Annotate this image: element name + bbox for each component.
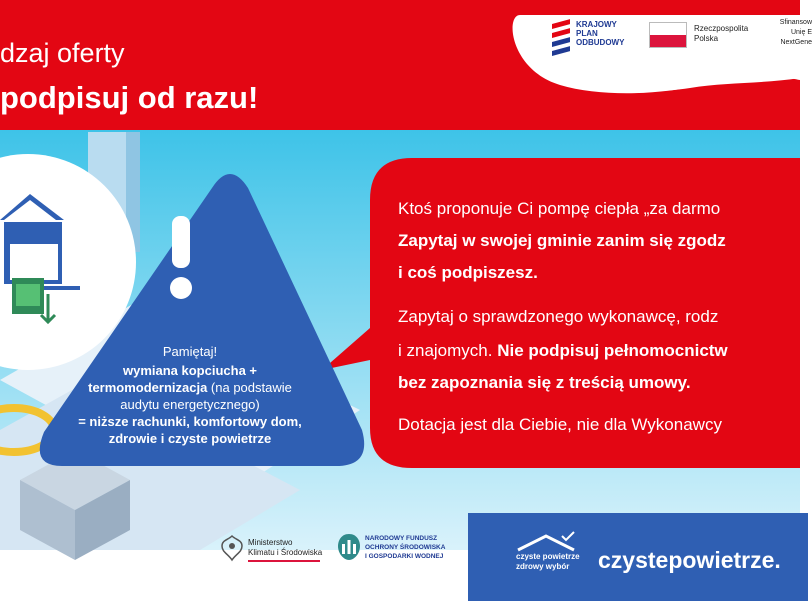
house-heating-icon <box>0 190 90 340</box>
warning-bold-line2: termomodernizacja <box>88 380 208 395</box>
headline-line1: dzaj oferty <box>0 38 125 68</box>
warning-text <box>30 362 350 447</box>
website-url[interactable]: czystepowietrze. <box>598 547 781 573</box>
warning-bold-line1: wymiana kopciucha + <box>122 363 258 378</box>
speech-line1: Ktoś proponuje Ci pompę ciepła „za darmo <box>398 199 721 218</box>
eu-funding-text: Sfinansow Unię E NextGene <box>779 19 812 46</box>
nfosigw-logo-text: NARODOWY FUNDUSZ OCHRONY ŚRODOWISKA I GOSPODARKI WODNEJ <box>365 535 446 560</box>
speech-line5-bold: Nie podpisuj pełnomocnictw <box>497 341 728 360</box>
speech-line6-bold: bez zapoznania się z treścią umowy. <box>398 373 691 392</box>
warning-line3: audytu energetycznego) <box>120 397 260 412</box>
speech-line5 <box>398 338 728 364</box>
speech-line5-normal: i znajomych. <box>398 341 498 360</box>
warning-bold-line4: = niższe rachunki, komfortowy dom, <box>78 414 302 429</box>
speech-line6 <box>398 370 691 396</box>
eagle-emblem-icon <box>220 534 244 562</box>
speech-line4: Zapytaj o sprawdzonego wykonawcę, rodz <box>398 307 719 326</box>
speech-line2 <box>398 228 726 254</box>
warning-line2-normal: (na podstawie <box>207 380 292 395</box>
speech-line7: Dotacja jest dla Ciebie, nie dla Wykonawcy <box>398 415 722 434</box>
house-roof-icon <box>516 530 580 552</box>
warning-title: Pamiętaj! <box>162 344 218 359</box>
polish-flag-icon <box>649 22 687 48</box>
headline-line2: podpisuj od razu! <box>0 80 259 115</box>
warning-bold-line5: zdrowie i czyste powietrze <box>108 431 272 446</box>
speech-line3-bold: i coś podpiszesz. <box>398 263 538 282</box>
speech-line2-bold: Zapytaj w swojej gminie zanim się zgodz <box>398 231 726 250</box>
speech-line3 <box>398 260 538 286</box>
program-logo-text: czyste powietrze zdrowy wybór <box>516 552 580 571</box>
ministry-underline <box>248 560 320 562</box>
nfosigw-logo-icon <box>336 532 362 562</box>
rp-logo-text: Rzeczpospolita Polska <box>694 24 749 43</box>
ministry-logo-text: Ministerstwo Klimatu i Środowiska <box>248 538 323 557</box>
kpo-logo-text: KRAJOWY PLAN ODBUDOWY <box>576 20 625 47</box>
exclamation-icon <box>162 214 202 314</box>
